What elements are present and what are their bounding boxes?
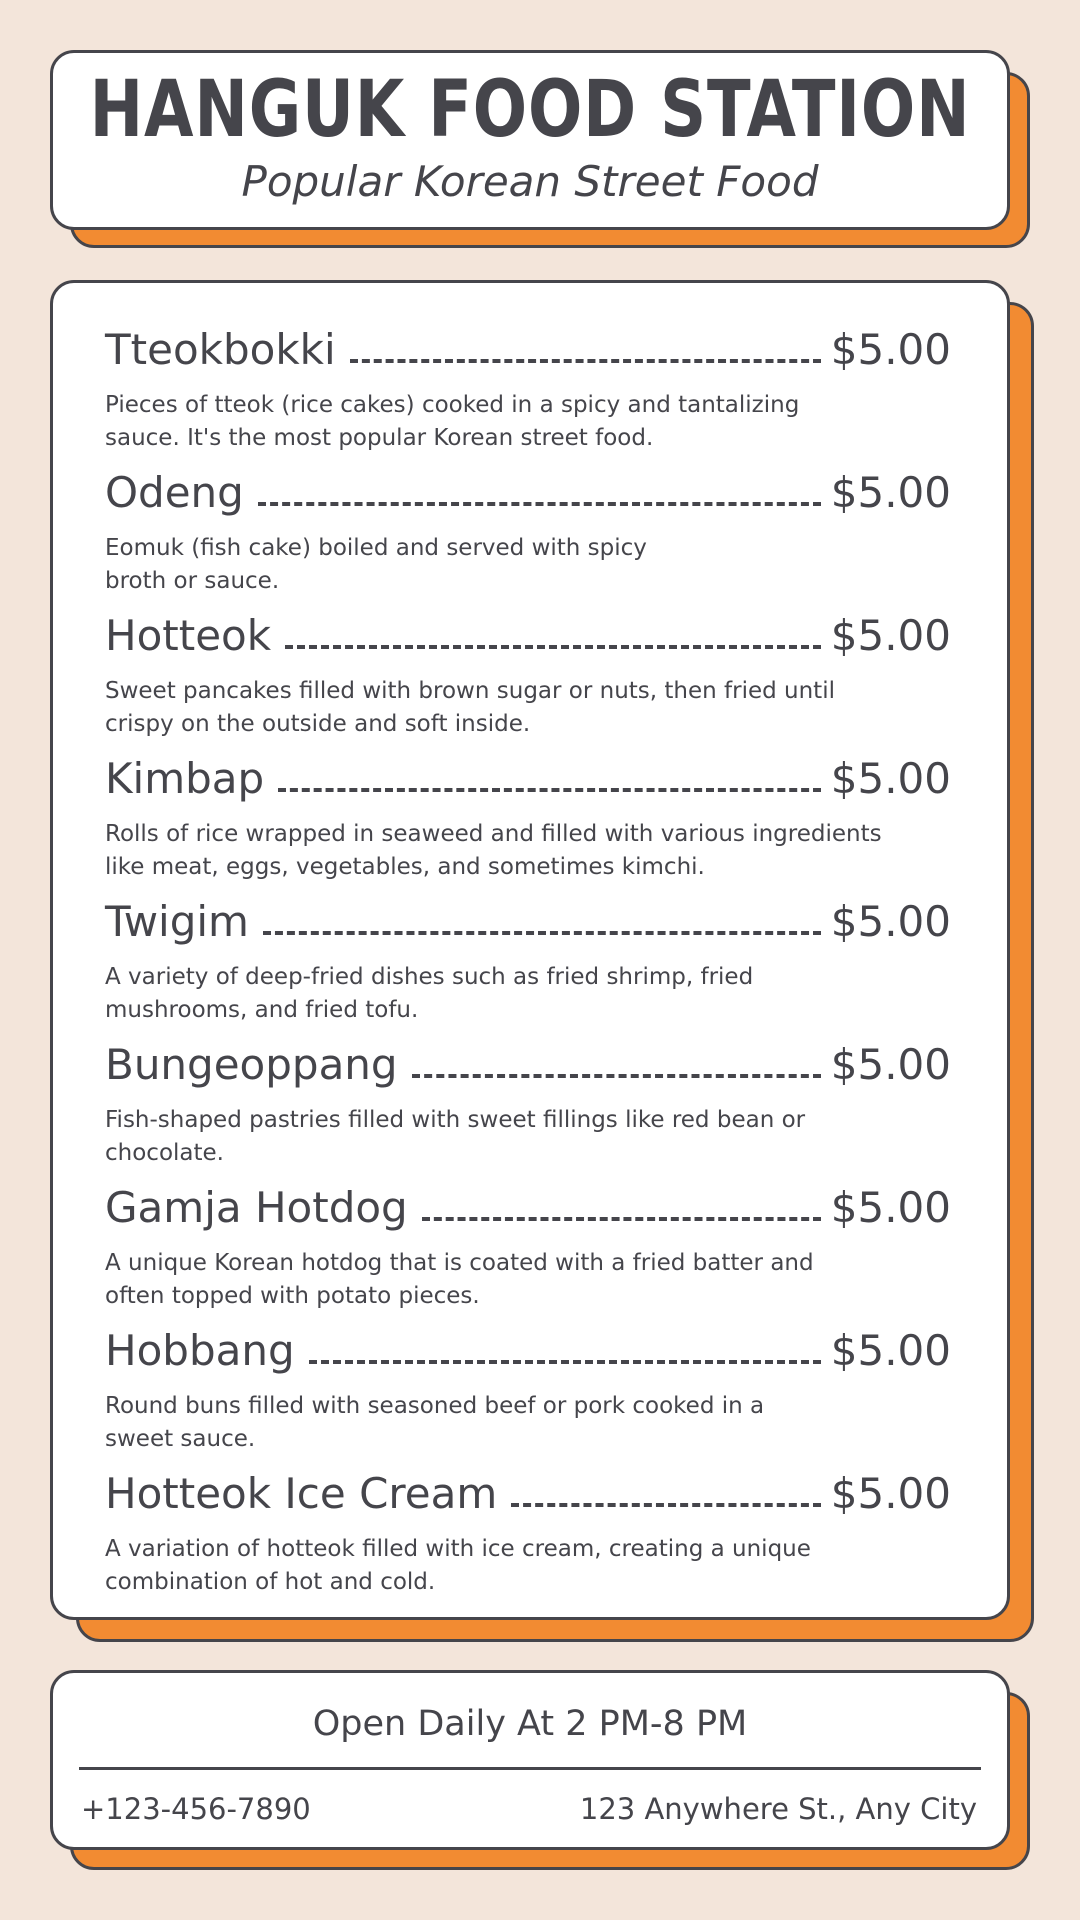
menu-item-price: $5.00: [830, 1183, 951, 1232]
menu-item-name: Bungeoppang: [105, 1040, 398, 1089]
menu-item-price: $5.00: [830, 1040, 951, 1089]
menu-item: [105, 458, 951, 598]
menu-item-name: Twigim: [105, 897, 249, 946]
dotted-leader: [511, 1503, 820, 1507]
menu-item-description: Pieces of tteok (rice cakes) cooked in a spicy and tantalizing sauce. It's the most popular Korean street food.: [105, 392, 800, 451]
dotted-leader: [263, 931, 821, 935]
menu-item-name: Hotteok: [105, 611, 272, 660]
menu-item: [105, 1173, 951, 1313]
menu-item: [105, 887, 951, 1027]
menu-item: [105, 601, 951, 741]
address: 123 Anywhere St., Any City: [579, 1792, 977, 1826]
header-card: [50, 50, 1010, 230]
menu-item-description: Round buns filled with seasoned beef or pork cooked in a sweet sauce.: [105, 1393, 765, 1452]
restaurant-name: HANGUK FOOD STATION: [89, 65, 971, 155]
dotted-leader: [285, 645, 821, 649]
menu-item-name: Kimbap: [105, 754, 265, 803]
menu-item-description: Eomuk (fish cake) boiled and served with spicy broth or sauce.: [105, 535, 647, 594]
menu-item-description: A variety of deep-fried dishes such as fried shrimp, fried mushrooms, and fried tofu.: [105, 964, 754, 1023]
footer-divider: [79, 1767, 981, 1770]
menu-item-name: Gamja Hotdog: [105, 1183, 408, 1232]
menu-item-name: Hobbang: [105, 1326, 295, 1375]
dotted-leader: [278, 788, 821, 792]
menu-item-price: $5.00: [830, 1469, 951, 1518]
menu-item-price: $5.00: [830, 611, 951, 660]
menu-item-price: $5.00: [830, 897, 951, 946]
menu-item-description: Sweet pancakes filled with brown sugar or nuts, then fried until crispy on the outside and soft inside.: [105, 678, 835, 737]
menu-item-name: Tteokbokki: [105, 325, 336, 374]
menu-item-price: $5.00: [830, 1326, 951, 1375]
menu-item-name: Odeng: [105, 468, 244, 517]
footer-card: [50, 1670, 1010, 1850]
dotted-leader: [412, 1074, 821, 1078]
menu-item-description: A unique Korean hotdog that is coated with a fried batter and often topped with potato pieces.: [105, 1250, 814, 1309]
phone-number: +123-456-7890: [81, 1792, 311, 1826]
menu-item-description: Fish-shaped pastries filled with sweet fillings like red bean or chocolate.: [105, 1107, 806, 1166]
menu-item: [105, 1030, 951, 1170]
dotted-leader: [309, 1360, 821, 1364]
dotted-leader: [258, 502, 821, 506]
menu-item-description: A variation of hotteok filled with ice cream, creating a unique combination of hot and cold.: [105, 1536, 811, 1595]
menu-item: [105, 1459, 951, 1599]
tagline: Popular Korean Street Food: [241, 157, 819, 206]
dotted-leader: [350, 359, 821, 363]
menu-item-name: Hotteok Ice Cream: [105, 1469, 498, 1518]
menu-card: [50, 280, 1010, 1620]
menu-item: [105, 315, 951, 455]
menu-item: [105, 744, 951, 884]
menu-item: [105, 1316, 951, 1456]
opening-hours: Open Daily At 2 PM-8 PM: [312, 1704, 748, 1744]
menu-item-description: Rolls of rice wrapped in seaweed and filled with various ingredients like meat, eggs, vegetables, and sometimes kimchi.: [105, 821, 882, 880]
dotted-leader: [422, 1217, 821, 1221]
menu-item-price: $5.00: [830, 468, 951, 517]
menu-item-price: $5.00: [830, 325, 951, 374]
menu-item-price: $5.00: [830, 754, 951, 803]
